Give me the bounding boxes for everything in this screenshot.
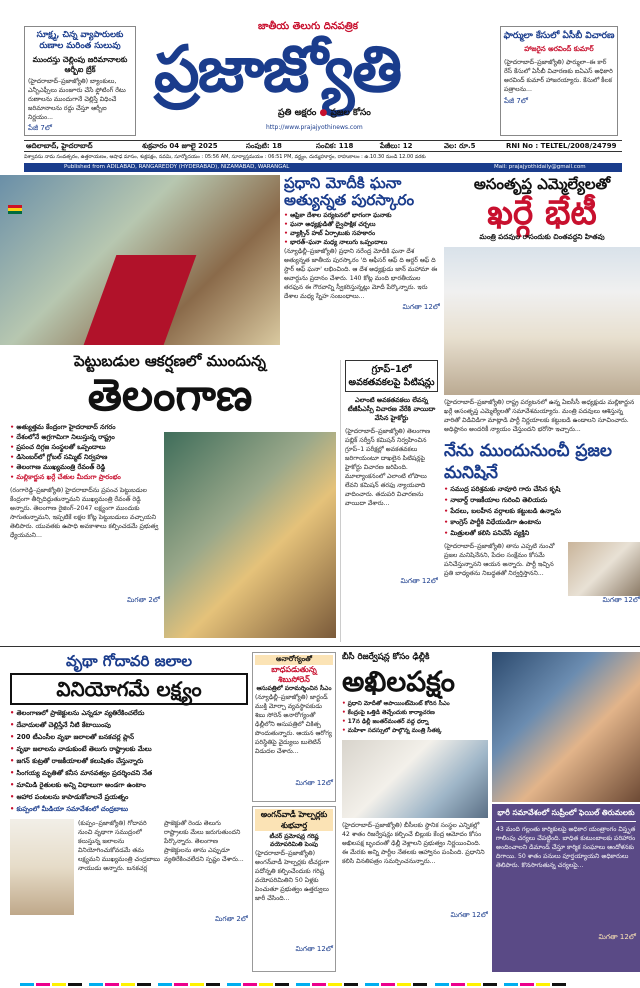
anarogyam-page[interactable]: మిగతా 12లో bbox=[295, 779, 333, 787]
info-date: శుక్రవారం 04 జూలై 2025 bbox=[142, 142, 218, 150]
sigachi-text: 43 మంది గల్లంతు కార్మికులపై అధికార యంత్రాంగం విస్తృత గాలింపు చర్యలు చేపట్టింది. బాధిత కుటుంబాలకు పరిహారం అందించాలని డిమాండ్ చేస్తూ కార్మిక సంఘాలు ఆందోళనకు దిగాయి. 50 శాతం పనులు పూర్తయ్యాయని అధికారులు తెలిపారు. కొనసాగుతున్న చర్యలపై... bbox=[496, 826, 636, 869]
right-ear-headline: ఫార్ములా కేసులో ఏసీబీ విచారణ bbox=[503, 31, 615, 41]
info-bar bbox=[24, 140, 622, 152]
akhila-bullet: • మహిళా సదస్సులో పాల్గొన్న మంత్రి సీతక్క bbox=[342, 727, 488, 736]
right-ear-text: (హైదరాబాద్‌–ప్రజాజ్యోతి) ఫార్ములా–ఈ కార్ రేస్ కేసులో ఏసీబీ విచారణకు ఐఏఎస్ అధికారి అరవింద్ కుమార్ హాజరయ్యారు. కేసులో కీలక పత్రాలను... bbox=[504, 59, 613, 93]
group1-story bbox=[340, 360, 438, 642]
red-carpet bbox=[84, 255, 197, 345]
ghana-flag-icon bbox=[8, 205, 22, 214]
godavari-bullet: • వృథా జలాలను వాడుకుంటే తెలుగు రాష్ట్రాలకు మేలు bbox=[10, 743, 248, 755]
info-pages: పేజీలు: 12 bbox=[380, 142, 413, 150]
akhila-photo bbox=[342, 740, 488, 818]
group1-text: (హైదరాబాద్–ప్రజాజ్యోతి) తెలంగాణ పబ్లిక్ సర్వీస్ కమిషన్ నిర్వహించిన గ్రూప్–1 పరీక్షల్లో అవకతవకలు జరిగాయంటూ దాఖలైన పిటిషన్లపై హైకోర్టు విచారణ జరిపింది. మూల్యాంకనంలో ఎలాంటి లోపాలు లేవని కమిషన్ తరఫు న్యాయవాది వాదించారు. తదుపరి విచారణను వాయిదా వేశారు... bbox=[345, 428, 431, 507]
info-volume: సంపుటి: 18 bbox=[246, 142, 282, 150]
right-ear-box bbox=[500, 26, 618, 136]
published-strip bbox=[24, 163, 622, 172]
modi-bullet: • భారత్–ఘనా మధ్య నాలుగు ఒప్పందాలు bbox=[284, 238, 440, 247]
telangana-bullet: • అత్యుత్తమ కేంద్రంగా హైదరాబాద్ నగరం bbox=[10, 422, 160, 432]
godavari-bullets bbox=[10, 707, 248, 815]
modi-bullet: • ఘనా అధ్యక్షుడితో ద్వైపాక్షిక చర్చలు bbox=[284, 220, 440, 229]
info-price: వెల: రూ.5 bbox=[444, 142, 476, 150]
sigachi-caption[interactable]: భారీ సమావేశంలో సుప్రీంలో ఫెయిల్ తిరుమలకు bbox=[496, 808, 636, 822]
modi-story bbox=[284, 175, 440, 345]
telangana-bullet: • మల్లికార్జున ఖర్గే చేతుల మీదుగా ప్రారంభం bbox=[10, 472, 160, 482]
left-ear-box bbox=[24, 26, 136, 136]
godavari-kicker: వృథా గోదావరి జలాల bbox=[66, 652, 192, 670]
anganwadi-text: (హైదరాబాద్–ప్రజాజ్యోతి) అంగన్‌వాడీ హెల్పర్లకు టీచర్లుగా పదోన్నతి కల్పించేందుకు గరిష్ట వయోపరిమితిని 50 ఏళ్లకు పెంచుతూ ప్రభుత్వం ఉత్తర్వులు జారీ చేసింది... bbox=[255, 850, 330, 902]
sigachi-page[interactable]: మిగతా 12లో bbox=[598, 933, 636, 941]
modi-bullet: • వ్యాక్సిన్ హబ్ ఏర్పాటుకు సహకారం bbox=[284, 229, 440, 238]
info-issue: సంచిక: 118 bbox=[316, 142, 354, 150]
akhila-page[interactable]: మిగతా 12లో bbox=[450, 911, 488, 919]
telangana-page[interactable]: మిగతా 2లో bbox=[126, 596, 160, 604]
kharge-headline[interactable]: ఖర్గే భేటీ bbox=[487, 193, 597, 233]
telangana-kicker: పెట్టుబడుల ఆకర్షణలో ముందున్న bbox=[73, 352, 266, 370]
anganwadi-sub: టీచర్ ప్రమోషన్ల గరిష్ట వయోపరిమితి పెంపు bbox=[269, 833, 319, 848]
kharge-sub: మంత్రి పదవుల రాసందుకు చింతవద్దని హితవు bbox=[479, 233, 605, 241]
group1-page[interactable]: మిగతా 12లో bbox=[400, 577, 438, 585]
kharge-kicker: అసంతృప్త ఎమ్మెల్యేలతో bbox=[473, 175, 611, 193]
anarogyam-text: (న్యూఢిల్లీ–ప్రజాజ్యోతి) జార్ఖండ్ ముక్తి మోర్చా వ్యవస్థాపకుడు శిబు సోరెన్ అనారోగ్యంతో ఢిల్లీలోని ఆసుపత్రిలో చికిత్స పొందుతున్నారు. ఆయన ఆరోగ్య పరిస్థితిపై వైద్యులు బులెటిన్ విడుదల చేశారు... bbox=[255, 694, 332, 755]
akhila-bullets bbox=[342, 700, 488, 736]
telangana-bullet: • డిసెంబర్‌లో గ్లోబల్ సమ్మిట్ నిర్వహణ bbox=[10, 452, 160, 462]
godavari-bullet: • దేవాదులతో చెల్లిస్తేనే నీటి కేటాయింపు bbox=[10, 719, 248, 731]
telangana-bullets bbox=[10, 422, 160, 482]
left-ear-headline: సూక్ష్మ, చిన్న వ్యాపారులకు రుణాల మరింత సులువు bbox=[36, 30, 124, 51]
modi-text: (న్యూఢిల్లీ–ప్రజాజ్యోతి) ప్రధాని నరేంద్ర మోదీకి ఘనా దేశ అత్యున్నత జాతీయ పురస్కారం 'ది ఆఫీసర్ ఆఫ్ ది ఆర్డర్ ఆఫ్ ది స్టార్ ఆఫ్ ఘనా' లభించింది. ఆ దేశ అధ్యక్షుడు జాన్ మహామా ఈ అవార్డును ప్రదానం చేశారు. 140 కోట్ల మంది భారతీయుల తరఫున ఈ గౌరవాన్ని స్వీకరిస్తున్నట్లు మోదీ పేర్కొన్నారు. ఇరు దేశాల మధ్య స్నేహ సంబంధాలు... bbox=[284, 248, 438, 300]
godavari-bullet: • తెలంగాణలో ప్రాజెక్టులను ఎన్నడూ వ్యతిరేకించలేదు bbox=[10, 707, 248, 719]
nenu-text: (హైదరాబాద్–ప్రజాజ్యోతి) తాను ఎప్పటి నుంచో ప్రజల మనిషినేనని, పేదల సంక్షేమం కోసమే పనిచేస్తున్నానని ఆయన అన్నారు. పార్టీ ఇచ్చిన ప్రతి బాధ్యతను నిబద్ధతతో నిర్వర్తిస్తానని... bbox=[444, 543, 555, 577]
published-text: Published from ADILABAD, RANGAREDDY (HYDERABAD), NIZAMABAD, WARANGAL bbox=[64, 164, 290, 170]
left-ear-text: (హైదరాబాద్‌–ప్రజాజ్యోతి) బ్యాంకులు, ఎన్బీఎఫ్సీలు మంజూరు చేసే ఫ్లోటింగ్ రేటు రుణాలను ముందుగానే చెల్లిస్తే విధించే జరిమానాలను రద్దు చేస్తూ ఆర్బీఐ నిర్ణయం... bbox=[28, 78, 126, 121]
akhila-kicker: బీసీ రిజర్వేషన్ల కోసం ఢిల్లీకి bbox=[342, 652, 430, 662]
akhila-text: (హైదరాబాద్–ప్రజాజ్యోతి) బీసీలకు స్థానిక సంస్థల ఎన్నికల్లో 42 శాతం రిజర్వేషన్లు కల్పించే బిల్లుకు కేంద్ర ఆమోదం కోసం అఖిలపక్ష బృందంతో ఢిల్లీ వెళ్లాలని ప్రభుత్వం నిర్ణయించింది. ఈ మేరకు అన్ని పార్టీల నేతలకు ఆహ్వానం పంపింది. ప్రధానిని కలిసి వినతిపత్రం సమర్పించనున్నారు... bbox=[342, 822, 485, 865]
nenu-bullet: • సముద్ర పరిశ్రమకు నావూరి గారు చేసిన కృషి bbox=[444, 484, 640, 495]
anganwadi-headline[interactable]: అంగన్‌వాడీ హెల్పర్లకు శుభవార్త bbox=[255, 809, 333, 831]
modi-bullets bbox=[284, 211, 440, 247]
sigachi-photo bbox=[492, 652, 640, 802]
right-ear-sub: హాజరైన అరవింద్ కుమార్ bbox=[524, 45, 594, 53]
akhila-bullet: • ప్రధాని మోదీతో అపాయింట్‌మెంట్ కోరిన సీఎం bbox=[342, 700, 488, 709]
kharge-text-block bbox=[444, 398, 640, 434]
modi-ghana-photo bbox=[0, 175, 280, 345]
kharge-text: (హైదరాబాద్–ప్రజాజ్యోతి) రాష్ట్ర పర్యటనలో ఉన్న ఏఐసీసీ అధ్యక్షుడు మల్లికార్జున ఖర్గే అసంతృప్త ఎమ్మెల్యేలతో సమావేశమయ్యారు. మంత్రి పదవులు ఆశిస్తున్న వారితో విడివిడిగా మాట్లాడి పార్టీ నిర్ణయాలకు కట్టుబడి ఉండాలని సూచించారు. అధిష్ఠానం అందరికీ న్యాయం చేస్తుందని భరోసా ఇచ్చారు... bbox=[444, 399, 635, 433]
godavari-story bbox=[10, 652, 248, 972]
akhila-bullet: • 17న ఢిల్లీ జంతర్‌మంతర్ వద్ద ధర్నా bbox=[342, 718, 488, 727]
modi-bullet: • ఆఫ్రికా దేశాల పర్యటనలో భాగంగా ఘనాకు bbox=[284, 211, 440, 220]
masthead-tagline: జాతీయ తెలుగు దినపత్రిక bbox=[258, 21, 358, 32]
godavari-page[interactable]: మిగతా 2లో bbox=[214, 915, 248, 923]
motto-divider: ● bbox=[319, 108, 328, 118]
telangana-bullet: • దేశంలోనే అగ్రగామిగా నిలుస్తున్న రాష్ట్రం bbox=[10, 432, 160, 442]
info-edition: ఆదిలాబాద్, హైదరాబాద్ bbox=[26, 142, 93, 150]
sigachi-story bbox=[492, 804, 640, 972]
godavari-text: (కుప్పం–ప్రజాజ్యోతి) గోదావరి నుంచి వృథాగా సముద్రంలో కలుస్తున్న జలాలను వినియోగించుకోవడమే తమ లక్ష్యమని ముఖ్యమంత్రి చంద్రబాబు నాయుడు అన్నారు. బనకచర్ల ప్రాజెక్టుతో రెండు తెలుగు రాష్ట్రాలకు మేలు జరుగుతుందని పేర్కొన్నారు. తెలంగాణ ప్రాజెక్టులను తాను ఎప్పుడూ వ్యతిరేకించలేదని స్పష్టం చేశారు... bbox=[78, 820, 244, 872]
godavari-bullet: • మామిడి రైతులకు అన్ని విధాలుగా అండగా ఉంటాం bbox=[10, 779, 248, 791]
nenu-bullet: • పేదలు, బలహీన వర్గాలకు కట్టుబడి ఉన్నాను bbox=[444, 506, 640, 517]
nenu-bullet: • కాంగ్రెస్ పార్టీకి విధేయుడిగా ఉంటాను bbox=[444, 517, 640, 528]
kharge-story bbox=[444, 175, 640, 395]
kharge-photo bbox=[444, 247, 640, 395]
akhila-bullet: • కేంద్రంపై ఒత్తిడి తెచ్చేందుకు కార్యాచరణ bbox=[342, 709, 488, 718]
modi-page[interactable]: మిగతా 12లో bbox=[402, 303, 440, 311]
masthead-title[interactable]: ప్రజాజ్యోతి bbox=[154, 33, 401, 107]
motto-left: ప్రతి అక్షరం bbox=[278, 108, 317, 118]
telangana-bullet: • తెలంగాణ ముఖ్యమంత్రి రేవంత్ రెడ్డి bbox=[10, 462, 160, 472]
print-color-bar bbox=[20, 976, 620, 986]
telangana-bullet: • ప్రపంచ దిగ్గజ సంస్థలతో ఒప్పందాలు bbox=[10, 442, 160, 452]
godavari-bullet: • సింగయ్య మృతితో కనీస మానవత్వం ప్రదర్శించని నేత bbox=[10, 767, 248, 779]
godavari-headline[interactable]: వినియోగమే లక్ష్యం bbox=[10, 673, 248, 705]
nenu-story bbox=[444, 440, 640, 640]
masthead bbox=[148, 16, 488, 136]
akhila-headline[interactable]: అఖిలపక్షం bbox=[342, 665, 455, 698]
nenu-page[interactable]: మిగతా 12లో bbox=[602, 596, 640, 604]
mail-text[interactable]: Mail: prajajyothidaily@gmail.com bbox=[494, 164, 586, 170]
motto-right: ప్రజల కోసం bbox=[330, 108, 371, 118]
masthead-website[interactable]: http://www.prajajyothinews.com bbox=[266, 124, 363, 131]
akhila-story bbox=[342, 652, 488, 972]
left-ear-sub: ముందస్తు చెల్లింపు జరిమానాలకు ఆర్బీఐ బ్రేక్ bbox=[32, 55, 128, 74]
group1-headline[interactable]: గ్రూప్–1లో అవకతవకలపై పిటిషన్లు bbox=[345, 360, 438, 392]
right-ear-page[interactable]: పేజీ 7లో bbox=[504, 97, 528, 105]
telangana-text: (రంగారెడ్డి–ప్రజాజ్యోతి) హైదరాబాద్‌ను ప్రపంచ పెట్టుబడుల కేంద్రంగా తీర్చిదిద్దుతున్నామని ముఖ్యమంత్రి రేవంత్ రెడ్డి అన్నారు. తెలంగాణ రైజింగ్–2047 లక్ష్యంగా ముందుకు సాగుతున్నామని, ఇప్పటికే లక్షల కోట్ల పెట్టుబడులు వచ్చాయని తెలిపారు. యువతకు ఉపాధి అవకాశాలు కల్పించడమే ప్రభుత్వ ధ్యేయమని... bbox=[10, 487, 159, 539]
nenu-headline[interactable]: నేను ముందునుంచీ ప్రజల మనిషినే bbox=[444, 441, 612, 483]
anarogyam-kicker: అనారోగ్యంతో bbox=[255, 655, 333, 665]
godavari-bullet: • జగన్ కుట్రతో రాజకీయాలతో కలుషితం చేస్తున్నారు bbox=[10, 755, 248, 767]
anarogyam-headline[interactable]: బాధపడుతున్న శిబుసోరెన్ bbox=[271, 665, 317, 684]
anarogyam-sub: ఆసుపత్రిలో పరామర్శించిన సీఎం bbox=[256, 685, 332, 692]
nenu-bullets bbox=[444, 484, 640, 539]
group1-sub: ఎలాంటి అవకతవకలు లేవన్న టీజీపీఎస్సీ విచారణ వేరేకి వాయిదా వేసిన హైకోర్టు bbox=[347, 396, 436, 422]
nenu-bullet: • మిత్రులతో కలిసి పనిచేసే వ్యక్తిని bbox=[444, 528, 640, 539]
section-divider bbox=[0, 646, 640, 647]
telangana-headline[interactable]: తెలంగాణ bbox=[87, 370, 253, 421]
revanth-photo bbox=[164, 432, 336, 638]
chandrababu-photo bbox=[10, 819, 74, 915]
weather-strip: విశ్వావసు నామ సంవత్సరం, ఉత్తరాయణం, ఆషాఢ మాసం, శుక్లపక్షం, నవమి, సూర్యోదయం : 05:56 AM, సూర్యాస్తమయం : 06:51 PM, వర్జ్యం, దుర్ముహూర్తం, రాహుకాలం : ఉ.10.30 నుండి 12.00 వరకు bbox=[24, 154, 426, 160]
masthead-motto bbox=[278, 108, 371, 120]
godavari-bullet: • ఆహార పంటలను కాపాడుకోవాలనే ప్రయత్నం bbox=[10, 791, 248, 803]
godavari-bullet: • కుప్పంలో మీడియా సమావేశంలో చంద్రబాబు bbox=[10, 803, 248, 815]
nenu-bullet: • నాబార్డ్ రాజకీయాల గురించి తెలియదు bbox=[444, 495, 640, 506]
anganwadi-page[interactable]: మిగతా 12లో bbox=[295, 945, 333, 953]
info-rni: RNI No : TELTEL/2008/24799 bbox=[506, 142, 617, 150]
nenu-photo bbox=[568, 542, 640, 596]
anarogyam-story bbox=[252, 652, 336, 802]
left-ear-page[interactable]: పేజీ 7లో bbox=[28, 124, 52, 132]
godavari-bullet: • 200 టీఎంసీల వృథా జలాలతో బనకచర్ల ప్లాన్ bbox=[10, 731, 248, 743]
modi-headline[interactable]: ప్రధాని మోదీకి ఘనా అత్యున్నత పురస్కారం bbox=[284, 175, 415, 209]
anganwadi-story bbox=[252, 806, 336, 972]
